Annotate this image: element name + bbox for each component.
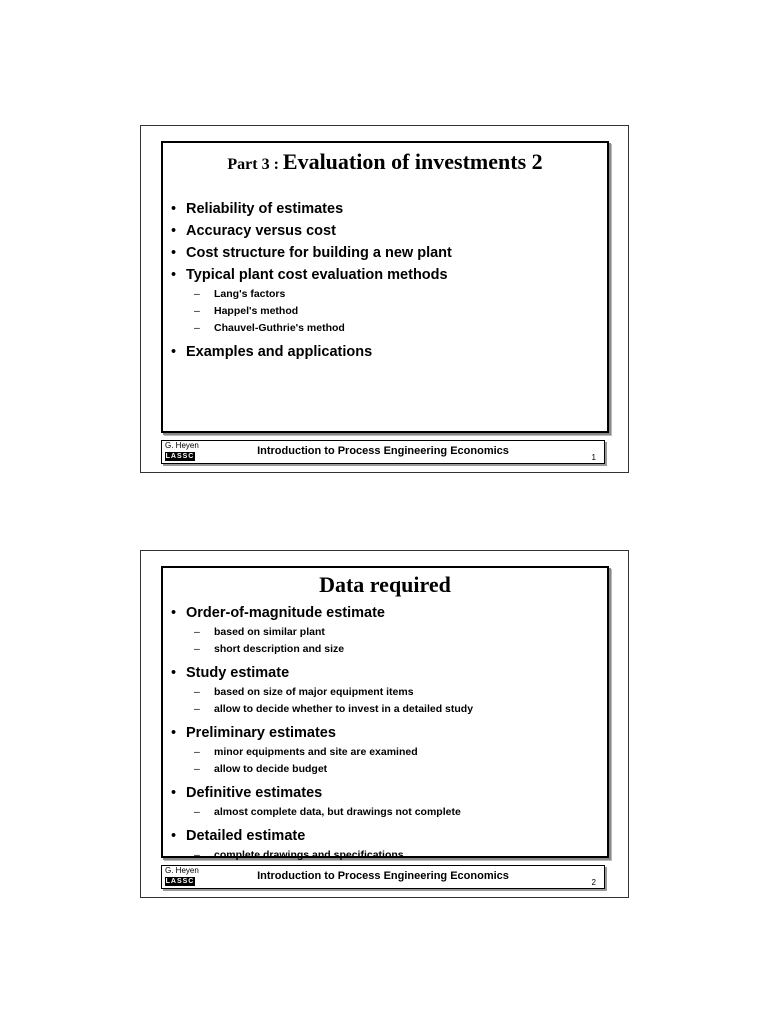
bullet-text: Detailed estimate [186, 828, 306, 844]
slide-footer [161, 865, 605, 889]
bullet-item-with-subitems [171, 825, 473, 864]
course-title: Introduction to Process Engineering Economics [257, 445, 509, 457]
sub-bullet-item: – based on size of major equipment items [194, 684, 473, 701]
sub-bullet-list [186, 744, 473, 778]
slide-title [163, 149, 607, 175]
slide-content-frame [161, 566, 609, 861]
sub-bullet-item: – Happel's method [194, 303, 452, 320]
sub-bullet-item: – based on similar plant [194, 624, 473, 641]
bullet-item-with-subitems [171, 264, 452, 337]
sub-bullet-item: – Chauvel-Guthrie's method [194, 320, 452, 337]
course-title: Introduction to Process Engineering Economics [257, 870, 509, 882]
page-number: 1 [591, 453, 596, 462]
sub-bullet-item: – Lang's factors [194, 286, 452, 303]
bullet-item-with-subitems [171, 782, 473, 821]
bullet-item-with-subitems [171, 602, 473, 658]
bullet-text: Definitive estimates [186, 785, 323, 801]
bullet-item: • Examples and applications [171, 341, 452, 363]
sub-bullet-list [186, 804, 473, 821]
sub-bullet-item: – short description and size [194, 641, 473, 658]
bullet-item-with-subitems [171, 722, 473, 778]
bullet-list [171, 602, 473, 868]
sub-bullet-item: – minor equipments and site are examined [194, 744, 473, 761]
title-text: Data required [319, 572, 451, 597]
bullet-item: • Cost structure for building a new plant [171, 242, 452, 264]
slide-title [163, 572, 607, 598]
author-name: G. Heyen [165, 441, 199, 450]
bullet-item: • Reliability of estimates [171, 198, 452, 220]
bullet-text: Typical plant cost evaluation methods [186, 267, 448, 283]
author-name: G. Heyen [165, 866, 199, 875]
sub-bullet-list [186, 684, 473, 718]
title-text: Evaluation of investments 2 [282, 149, 543, 174]
bullet-list [171, 198, 452, 363]
title-prefix: Part 3 : [227, 156, 283, 173]
bullet-item: • Accuracy versus cost [171, 220, 452, 242]
lassc-logo: LASSC [165, 878, 195, 885]
sub-bullet-item: – complete drawings and specifications [194, 847, 473, 864]
slide-2 [140, 550, 629, 898]
page-number: 2 [591, 878, 596, 887]
sub-bullet-item: – allow to decide budget [194, 761, 473, 778]
slide-1 [140, 125, 629, 473]
bullet-item-with-subitems [171, 662, 473, 718]
sub-bullet-item: – almost complete data, but drawings not complete [194, 804, 473, 821]
bullet-text: Preliminary estimates [186, 725, 336, 741]
slide-content-frame [161, 141, 609, 433]
slide-footer [161, 440, 605, 464]
bullet-text: Study estimate [186, 665, 290, 681]
sub-bullet-list [186, 624, 473, 658]
sub-bullet-list [186, 286, 452, 337]
lassc-logo: LASSC [165, 453, 195, 460]
bullet-text: Order-of-magnitude estimate [186, 605, 385, 621]
sub-bullet-list [186, 847, 473, 864]
sub-bullet-item: – allow to decide whether to invest in a detailed study [194, 701, 473, 718]
